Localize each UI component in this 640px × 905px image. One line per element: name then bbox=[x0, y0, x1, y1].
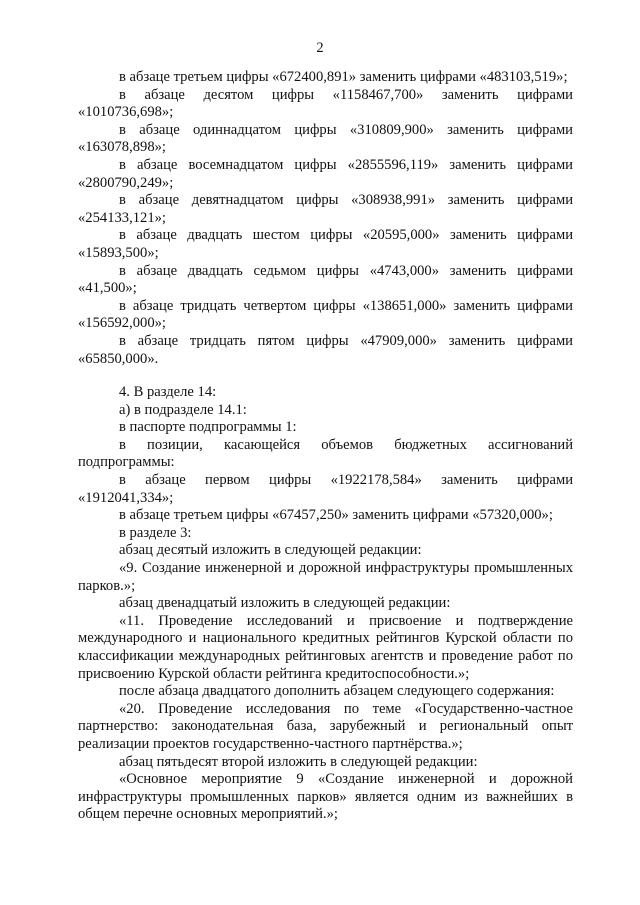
paragraph: в абзаце десятом цифры «1158467,700» заменить цифрами «1010736,698»; bbox=[78, 86, 573, 121]
paragraph: в абзаце двадцать седьмом цифры «4743,000» заменить цифрами «41,500»; bbox=[78, 262, 573, 297]
page-number: 2 bbox=[316, 40, 324, 56]
paragraph: «9. Создание инженерной и дорожной инфраструктуры промышленных парков.»; bbox=[78, 560, 573, 594]
section-heading: 4. В разделе 14: bbox=[119, 384, 217, 401]
paragraph: а) в подразделе 14.1: bbox=[119, 401, 247, 418]
paragraph: абзац пятьдесят второй изложить в следующей редакции: bbox=[119, 753, 478, 770]
paragraph: в разделе 3: bbox=[119, 524, 192, 541]
paragraph: в абзаце восемнадцатом цифры «2855596,119» заменить цифрами «2800790,249»; bbox=[78, 156, 573, 191]
paragraph: в абзаце девятнадцатом цифры «308938,991» заменить цифрами «254133,121»; bbox=[78, 192, 573, 226]
paragraph-gap bbox=[78, 368, 573, 384]
paragraph: в позиции, касающейся объемов бюджетных ассигнований подпрограммы: bbox=[78, 436, 573, 471]
paragraph: в абзаце первом цифры «1922178,584» заменить цифрами «1912041,334»; bbox=[78, 472, 573, 506]
paragraph: в абзаце третьем цифры «67457,250» заменить цифрами «57320,000»; bbox=[119, 507, 553, 524]
paragraph: «20. Проведение исследования по теме «Государственно-частное партнерство: законодательная база, зарубежный и региональный опыт реализации проектов государственно-частного партнёрства.»; bbox=[78, 700, 573, 752]
paragraph: в абзаце одиннадцатом цифры «310809,900» заменить цифрами «163078,898»; bbox=[78, 121, 573, 156]
paragraph: в абзаце тридцать четвертом цифры «138651,000» заменить цифрами «156592,000»; bbox=[78, 297, 573, 332]
paragraph: в абзаце третьем цифры «672400,891» заменить цифрами «483103,519»; bbox=[119, 69, 568, 85]
paragraph: в абзаце двадцать шестом цифры «20595,000» заменить цифрами «15893,500»; bbox=[78, 227, 573, 261]
paragraph: в абзаце тридцать пятом цифры «47909,000» заменить цифрами «65850,000». bbox=[78, 332, 573, 367]
paragraph: «11. Проведение исследований и присвоение и подтверждение международного и национального кредитных рейтингов Курской области по классификации международных рейтинговых агентств и проведение работ по присвоению Курской области рейтинга кредитоспособности.»; bbox=[78, 612, 573, 682]
paragraph: после абзаца двадцатого дополнить абзацем следующего содержания: bbox=[119, 683, 555, 700]
paragraph: абзац десятый изложить в следующей редакции: bbox=[119, 542, 422, 559]
paragraph: в паспорте подпрограммы 1: bbox=[119, 419, 297, 436]
paragraph: «Основное мероприятие 9 «Создание инженерной и дорожной инфраструктуры промышленных парков» является одним из важнейших в общем перечне основных мероприятий.»; bbox=[78, 771, 573, 823]
document-body bbox=[78, 69, 573, 824]
paragraph: абзац двенадцатый изложить в следующей редакции: bbox=[119, 595, 451, 612]
